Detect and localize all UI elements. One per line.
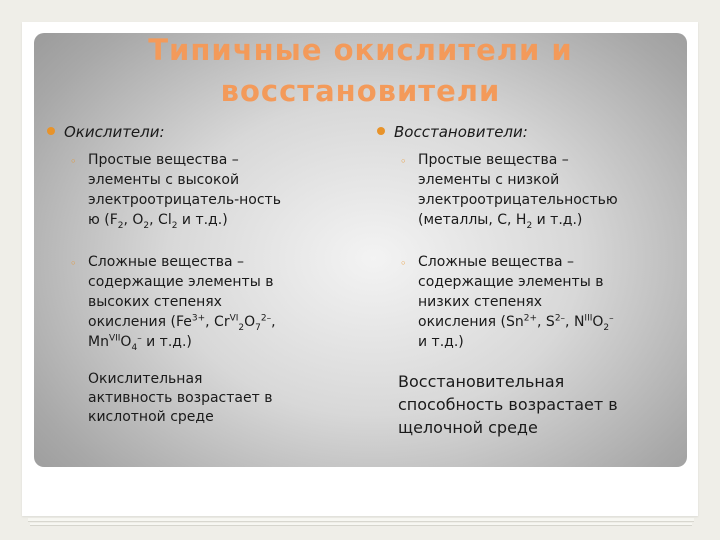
text-line: Простые вещества –: [88, 152, 239, 168]
oxidizers-simple-item: [45, 150, 345, 230]
text-line: Сложные вещества –: [88, 254, 244, 270]
reducers-heading: Восстановители:: [394, 123, 528, 141]
bullet-icon: [377, 127, 385, 135]
text-line: ю ($F_2$, $O_2$, $Cl_2$ и т.д.): [88, 212, 228, 231]
text-line: низких степенях: [418, 294, 543, 310]
text-line: активность возрастает в: [88, 390, 273, 406]
slide-title: [34, 30, 687, 112]
sub-bullet-icon: ◦: [400, 257, 407, 270]
reducers-note: [375, 370, 680, 439]
text-line: содержащие элементы в: [88, 274, 274, 290]
sub-bullet-icon: ◦: [70, 155, 77, 168]
reducers-column: [375, 122, 680, 439]
text-line: щелочной среде: [398, 418, 538, 437]
oxidizers-column: [45, 122, 345, 427]
text-line: высоких степенях: [88, 294, 222, 310]
text-line: содержащие элементы в: [418, 274, 604, 290]
oxidizers-heading: Окислители:: [64, 123, 165, 141]
text-line: $Mn^{VII}O_4^-$ и т.д.): [88, 333, 192, 353]
text-line: (металлы, С, $Н_2$ и т.д.): [418, 212, 583, 231]
text-line: электроотрицательностью: [418, 192, 618, 208]
text-line: способность возрастает в: [398, 395, 618, 414]
oxidizers-note: [45, 370, 345, 427]
reducers-simple-item: [375, 150, 680, 230]
text-line: окисления ($Fe^{3+}$, $Cr^{VI}_2O_7^{2-}$,: [88, 313, 276, 333]
sub-bullet-icon: ◦: [400, 155, 407, 168]
text-line: Сложные вещества –: [418, 254, 574, 270]
text-line: Простые вещества –: [418, 152, 569, 168]
oxidizers-complex-item: [45, 252, 345, 352]
text-line: и т.д.): [418, 334, 464, 350]
text-line: элементы с высокой: [88, 172, 240, 188]
text-line: элементы с низкой: [418, 172, 560, 188]
title-line-2: восстановители: [220, 74, 501, 108]
text-line: окисления ($Sn^{2+}$, $S^{2-}$, $N^{III}O_2^-$: [418, 313, 614, 333]
reducers-complex-item: [375, 252, 680, 352]
oxidizers-heading-row: [45, 122, 345, 142]
sub-bullet-icon: ◦: [70, 257, 77, 270]
text-line: электроотрицатель-ность: [88, 192, 281, 208]
page-stack-edge-lower: [30, 523, 692, 526]
text-line: Окислительная: [88, 371, 203, 387]
page-stack-edge: [28, 518, 694, 522]
title-line-1: Типичные окислители и: [148, 33, 573, 67]
text-line: кислотной среде: [88, 409, 214, 425]
reducers-heading-row: [375, 122, 680, 142]
text-line: Восстановительная: [398, 372, 565, 391]
bullet-icon: [47, 127, 55, 135]
